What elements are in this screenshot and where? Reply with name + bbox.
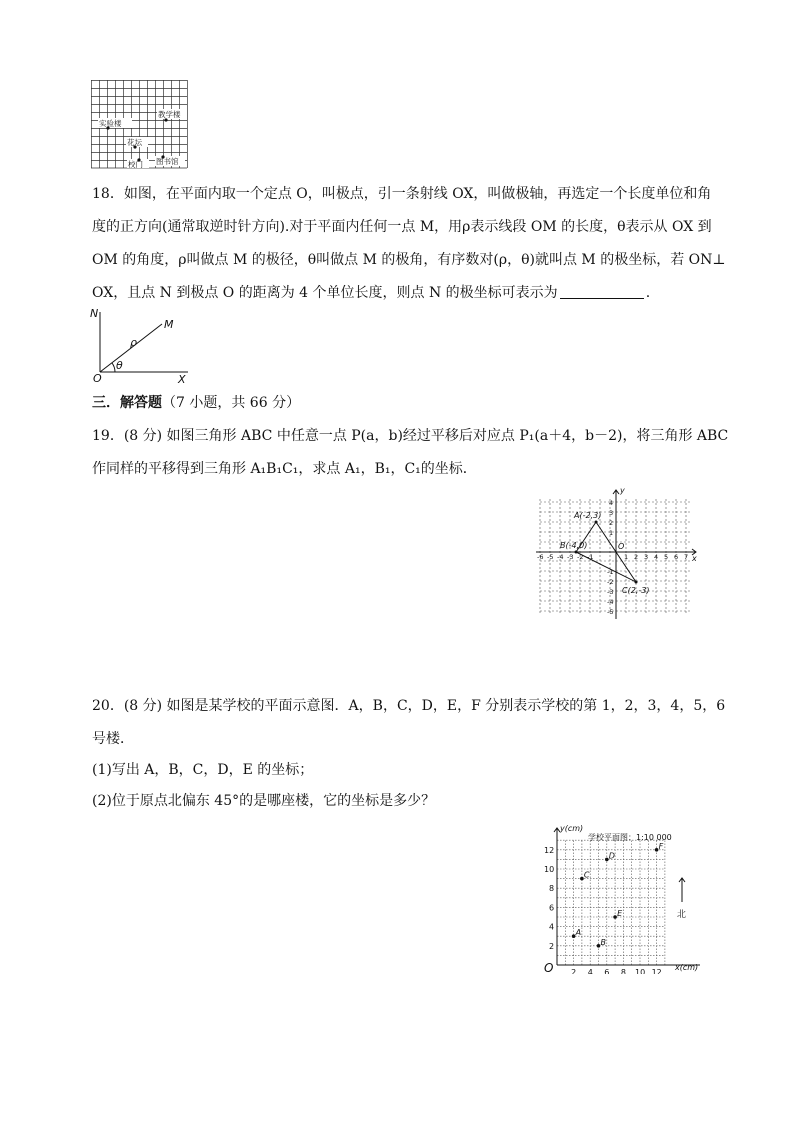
svg-text:-3: -3 <box>607 588 614 596</box>
svg-text:3: 3 <box>644 553 649 561</box>
q18-line-1: 18．如图，在平面内取一个定点 O，叫极点，引一条射线 OX，叫做极轴，再选定一个长度单位和角 <box>92 186 712 202</box>
q20-x-tick: 2 <box>571 968 577 974</box>
q20-x-tick: 10 <box>635 968 646 974</box>
svg-text:5: 5 <box>664 553 669 561</box>
q20-y-tick: 2 <box>549 941 555 951</box>
svg-text:-2: -2 <box>577 553 584 561</box>
q19-label-a: A(-2,3) <box>574 511 602 520</box>
q18-line-4-end: . <box>645 285 651 301</box>
svg-text:3: 3 <box>609 509 614 517</box>
q17-label-flower: 花坛 <box>127 138 142 147</box>
svg-text:6: 6 <box>674 553 679 561</box>
svg-text:4: 4 <box>609 499 614 507</box>
q18-label-o: O <box>93 372 102 385</box>
svg-text:2: 2 <box>634 553 639 561</box>
svg-text:-4: -4 <box>557 553 564 561</box>
svg-text:-5: -5 <box>607 608 614 616</box>
q18-label-x: X <box>178 373 186 386</box>
q20-y-tick: 8 <box>549 884 555 894</box>
q20-y-tick: 4 <box>549 922 555 932</box>
q18-line-4 <box>92 283 650 303</box>
q20-y-tick: 12 <box>544 845 555 855</box>
svg-text:-4: -4 <box>607 598 614 606</box>
q20-y-axis-label: y(cm) <box>560 824 584 833</box>
q20-line-2: 号楼． <box>92 731 134 747</box>
q20-point-label-c: C <box>583 870 590 880</box>
svg-text:7: 7 <box>684 553 689 561</box>
q18-line-3: OM 的角度，ρ叫做点 M 的极径，θ叫做点 M 的极角，有序数对(ρ，θ)就叫点 M 的极坐标，若 ON⊥ <box>92 252 726 268</box>
q20-x-tick: 4 <box>587 968 593 974</box>
q20-line-1: 20．(8 分) 如图是某学校的平面示意图．A，B，C，D，E，F 分别表示学校的第 1，2，3，4，5，6 <box>92 698 726 714</box>
q20-part-1: (1)写出 A，B，C，D，E 的坐标； <box>92 762 314 778</box>
q19-label-origin: O <box>618 542 625 551</box>
q20-point-label-a: A <box>575 928 582 938</box>
q18-answer-blank <box>560 284 644 299</box>
q19-label-x-axis: x <box>692 554 697 563</box>
svg-text:-2: -2 <box>607 578 614 586</box>
q18-label-n: N <box>90 307 99 320</box>
q20-x-axis-label: x(cm) <box>675 963 699 972</box>
q19-point-c-dot <box>635 581 638 584</box>
svg-text:-6: -6 <box>537 553 544 561</box>
q20-y-tick: 10 <box>544 865 555 874</box>
svg-text:1: 1 <box>609 529 614 537</box>
q20-map-title: 学校平面图：1:10 000 <box>588 833 672 842</box>
q17-label-lab: 实验楼 <box>99 119 122 128</box>
q20-x-tick: 6 <box>604 968 610 974</box>
q17-label-library: 图书馆 <box>156 157 179 166</box>
q19-point-a-dot <box>595 521 598 524</box>
q20-point-label-d: D <box>608 851 615 861</box>
q20-school-map <box>530 822 710 974</box>
q19-label-y-axis: y <box>620 486 625 495</box>
q20-x-tick: 12 <box>651 968 662 974</box>
q17-grid-figure <box>91 80 189 170</box>
svg-text:-1: -1 <box>587 553 594 561</box>
q19-line-2: 作同样的平移得到三角形 A₁B₁C₁，求点 A₁，B₁，C₁的坐标． <box>92 461 477 477</box>
svg-text:-3: -3 <box>567 553 574 561</box>
q18-line-2: 度的正方向(通常取逆时针方向).对于平面内任何一点 M，用ρ表示线段 OM 的长度，θ表示从 OX 到 <box>92 219 712 235</box>
q20-part-2: (2)位于原点北偏东 45°的是哪座楼，它的坐标是多少？ <box>92 793 436 809</box>
svg-text:-1: -1 <box>607 568 614 576</box>
q20-origin-label: O <box>544 961 554 974</box>
q19-line-1: 19．(8 分) 如图三角形 ABC 中任意一点 P(a，b)经过平移后对应点 P₁(a＋4，b－2)，将三角形 ABC <box>92 428 729 444</box>
q20-x-tick: 8 <box>620 968 626 974</box>
q19-label-b: B(-4,0) <box>560 541 588 550</box>
q17-label-teaching: 教学楼 <box>158 110 181 119</box>
section-3-subtitle: （7 小题，共 66 分） <box>162 395 301 411</box>
q19-coordinate-figure <box>536 485 700 620</box>
q18-label-theta: θ <box>116 359 123 372</box>
q20-north-label: 北 <box>677 910 687 920</box>
q20-point-label-f: F <box>658 841 664 851</box>
svg-text:-5: -5 <box>547 553 554 561</box>
q18-label-m: M <box>164 318 174 331</box>
q19-point-b-dot <box>575 551 578 554</box>
q18-label-rho: ρ <box>130 336 137 349</box>
svg-text:4: 4 <box>654 553 659 561</box>
q18-polar-figure <box>88 306 198 386</box>
section-3-title: 三．解答题 <box>92 395 162 411</box>
svg-text:1: 1 <box>624 553 629 561</box>
q20-point-label-b: B <box>600 937 606 947</box>
svg-text:2: 2 <box>609 519 614 527</box>
q19-label-c: C(2,-3) <box>622 586 650 595</box>
q20-y-tick: 6 <box>549 903 555 913</box>
q18-line-4-text: OX，且点 N 到极点 O 的距离为 4 个单位长度，则点 N 的极坐标可表示为 <box>92 285 558 301</box>
section-3-heading <box>92 393 300 413</box>
q17-label-gate: 校门 <box>128 160 143 169</box>
q20-point-label-e: E <box>617 909 623 918</box>
